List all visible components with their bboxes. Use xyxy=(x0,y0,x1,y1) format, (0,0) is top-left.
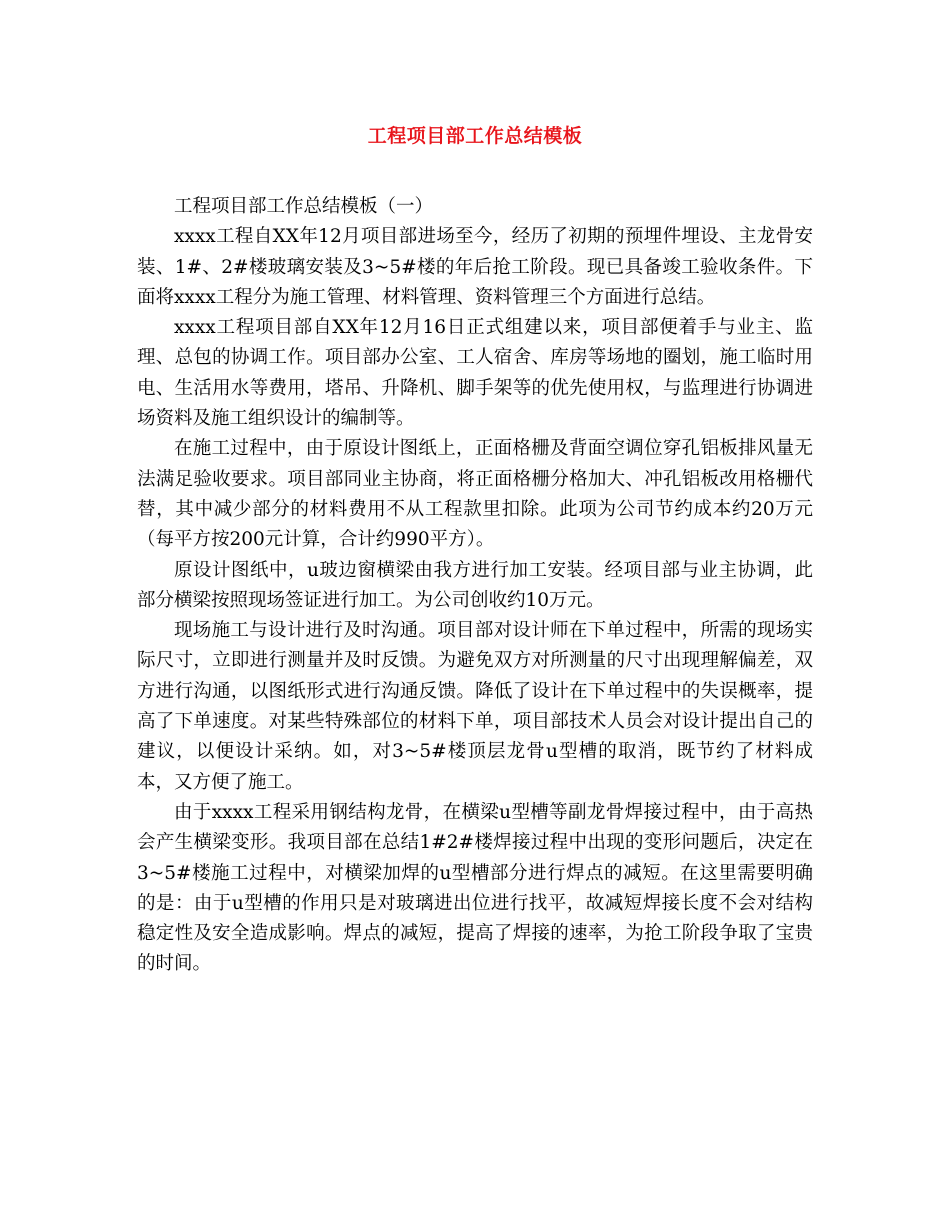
section-heading: 工程项目部工作总结模板（一） xyxy=(174,196,434,217)
paragraph-welding: 由于xxxx工程采用钢结构龙骨，在横梁u型槽等副龙骨焊接过程中，由于高热会产生横梁变形。我项目部在总结1#2#楼焊接过程中出现的变形问题后，决定在3~5#楼施工过程中，对横梁加焊的u型槽部分进行焊点的减短。在这里需要明确的是：由于u型槽的作用只是对玻璃进出位进行找平，故减短焊接长度不会对结构稳定性及安全造成影响。焊点的减短，提高了焊接的速率，为抢工阶段争取了宝贵的时间。 xyxy=(137,801,813,975)
paragraph-design-communication: 现场施工与设计进行及时沟通。项目部对设计师在下单过程中，所需的现场实际尺寸，立即进行测量并及时反馈。为避免双方对所测量的尺寸出现理解偏差，双方进行沟通，以图纸形式进行沟通反馈。降低了设计在下单过程中的失误概率，提高了下单速度。对某些特殊部位的材料下单，项目部技术人员会对设计提出自己的建议，以便设计采纳。如，对3~5#楼顶层龙骨u型槽的取消，既节约了材料成本，又方便了施工。 xyxy=(137,620,813,793)
paragraph-project-overview: xxxx工程自XX年12月项目部进场至今，经历了初期的预埋件埋设、主龙骨安装、1#、2#楼玻璃安装及3~5#楼的年后抢工阶段。现已具备竣工验收条件。下面将xxxx工程分为施工管理、材料管理、资料管理三个方面进行总结。 xyxy=(137,226,813,308)
paragraph-coordination: xxxx工程项目部自XX年12月16日正式组建以来，项目部便着手与业主、监理、总包的协调工作。项目部办公室、工人宿舍、库房等场地的圈划，施工临时用电、生活用水等费用，塔吊、升降机、脚手架等的优先使用权，与监理进行协调进场资料及施工组织设计的编制等。 xyxy=(137,317,813,430)
paragraph-window-beam: 原设计图纸中，u玻边窗横梁由我方进行加工安装。经项目部与业主协调，此部分横梁按照现场签证进行加工。为公司创收约10万元。 xyxy=(137,559,813,611)
paragraph-design-change: 在施工过程中，由于原设计图纸上，正面格栅及背面空调位穿孔铝板排风量无法满足验收要求。项目部同业主协商，将正面格栅分格加大、冲孔铝板改用格栅代替，其中减少部分的材料费用不从工程款里扣除。此项为公司节约成本约20万元（每平方按200元计算，合计约990平方）。 xyxy=(137,438,813,551)
document-body xyxy=(137,192,813,980)
document-title: 工程项目部工作总结模板 xyxy=(367,125,583,147)
